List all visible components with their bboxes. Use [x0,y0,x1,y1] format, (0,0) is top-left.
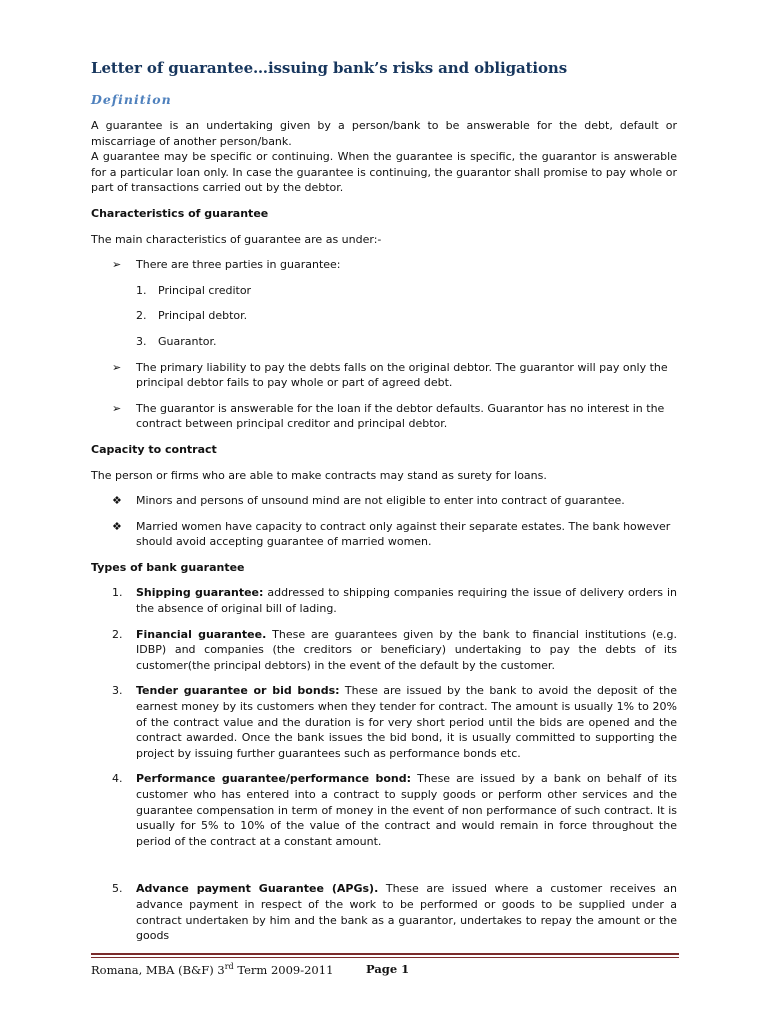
list-number: 5. [112,882,123,896]
list-number: 4. [112,772,123,786]
list-item-text: Married women have capacity to contract only against their separate estates. The bank however should avoid accepting guarantee of married women. [136,519,671,549]
list-item [91,585,677,616]
footer-author [91,962,333,977]
definition-paragraph-1: A guarantee is an undertaking given by a person/bank to be answerable for the debt, default or miscarriage of another person/bank. [91,119,677,148]
footer-superscript: rd [224,962,234,971]
arrow-bullet-icon: ➢ [112,258,122,272]
page-number: Page 1 [366,962,410,976]
list-item [91,881,677,943]
list-item [91,627,677,674]
list-item-text: Minors and persons of unsound mind are not eligible to enter into contract of guarantee. [136,494,625,508]
diamond-bullet-icon: ❖ [112,519,122,533]
list-item-text: There are three parties in guarantee: [136,258,341,272]
list-number: 1. [136,283,147,297]
list-item-lead: Tender guarantee or bid bonds: [136,684,340,698]
list-item [91,283,677,299]
list-item-text: These are issued by the bank to avoid the deposit of the earnest money by its customers when they tender for contract. The amount is usually 1% to 20% of the contract value and the duration is for very short period until the bids are opened and the contract awarded. Once the bank issues the bid bond, it is usually committed to supporting the project by issuing further guarantees such as performance bonds etc. [136,684,677,760]
footer-divider [91,953,679,955]
list-item-text: These are guarantees given by the bank to financial institutions (e.g. IDBP) and companies (the creditors or beneficiary) undertaking to pay the debts of its customer(the principal debtors) in the event of the default by the customer. [136,627,677,672]
characteristics-intro: The main characteristics of guarantee are as under:- [91,232,382,246]
list-item-lead: Advance payment Guarantee (APGs). [136,882,379,896]
list-item-lead: Performance guarantee/performance bond: [136,772,412,786]
list-item [91,308,677,324]
capacity-intro: The person or firms who are able to make contracts may stand as surety for loans. [91,468,547,482]
list-number: 3. [136,334,147,348]
list-item-text: Principal debtor. [158,309,248,323]
list-item-text: Principal creditor [158,283,252,297]
list-number: 1. [112,586,123,600]
list-item-lead: Financial guarantee. [136,627,267,641]
footer-term-text: Term 2009-2011 [233,962,334,977]
list-item-text: The primary liability to pay the debts falls on the original debtor. The guarantor will pay only the principal debtor fails to pay whole or part of agreed debt. [136,360,668,390]
list-item [91,493,677,509]
list-item [91,683,677,761]
document-body [91,118,677,954]
list-item [91,401,677,432]
list-number: 2. [136,309,147,323]
list-item-text: These are issued where a customer receives an advance payment in respect of the work to be performed or goods to be supplied under a contract undertaken by him and the bank as a guarantor, undertakes to repay the amount or the goods [136,882,677,943]
list-item-text: The guarantor is answerable for the loan if the debtor defaults. Guarantor has no interest in the contract between principal creditor and principal debtor. [136,401,665,431]
spacer [91,859,677,881]
footer-divider [91,957,679,958]
list-item-text: These are issued by a bank on behalf of its customer who has entered into a contract to supply goods or perform other services and the guarantee compensation in term of money in the event of non performance of such contract. It is usually for 5% to 10% of the value of the contract and would remain in force throughout the period of the contract at a constant amount. [136,772,678,848]
list-item [91,771,677,849]
list-item-text: addressed to shipping companies requiring the issue of delivery orders in the absence of original bill of lading. [136,586,677,616]
list-item [91,519,677,550]
list-item [91,257,677,273]
definition-subtitle: Definition [91,92,172,107]
footer-author-text: Romana, MBA (B&F) 3 [91,962,225,977]
list-item-text: Guarantor. [158,334,217,348]
arrow-bullet-icon: ➢ [112,401,122,415]
list-item [91,334,677,350]
list-item-lead: Shipping guarantee: [136,586,264,600]
types-heading: Types of bank guarantee [91,560,245,574]
characteristics-heading: Characteristics of guarantee [91,206,269,220]
arrow-bullet-icon: ➢ [112,360,122,374]
list-number: 2. [112,627,123,641]
list-number: 3. [112,684,123,698]
page-title: Letter of guarantee…issuing bank’s risks and obligations [91,59,568,77]
capacity-heading: Capacity to contract [91,442,217,456]
definition-paragraph-2: A guarantee may be specific or continuing. When the guarantee is specific, the guarantor is answerable for a particular loan only. In case the guarantee is continuing, the guarantor shall promise to pay whole or part of transactions carried out by the debtor. [91,150,677,195]
diamond-bullet-icon: ❖ [112,494,122,508]
list-item [91,360,677,391]
